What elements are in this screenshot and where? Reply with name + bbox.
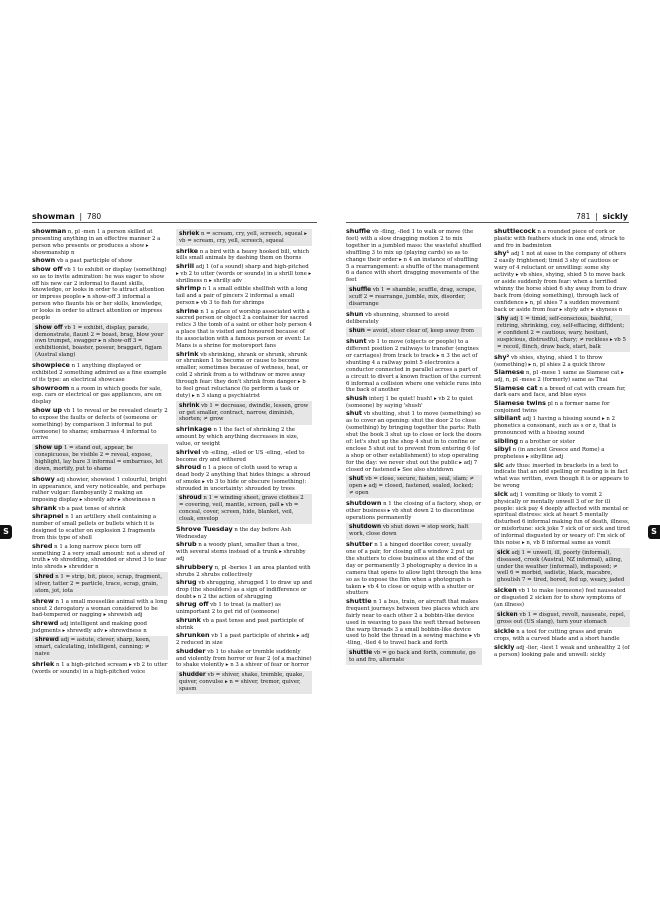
dictionary-entry <box>494 354 630 369</box>
definition-text: vb shutting, shut 1 to move (something) so as to cover an opening: shut the door 2 to close (something) by bringing together the parts: Ruth shut the book 3 shut up to close or lock the doors of: let's shut up the shop 4 shut in to confine or enclose 5 shut out to prevent from entering 6 (of a shop or other establishment) to stop operating for the day: we never shut out the public ▸ adj 7 closed or fastened ▸ See also shutdown <box>346 411 482 473</box>
headword: sic <box>494 460 504 469</box>
headword: sicken <box>497 611 518 618</box>
thumb-tab-right: S <box>648 525 660 539</box>
headword: sickle <box>494 627 515 636</box>
headword: show up <box>35 445 63 452</box>
definition-text: n, pl -beries 1 an area planted with shrubs 2 shrubs collectively <box>176 564 311 578</box>
definition-text: n a tool for cutting grass and grain crops, with a curved blade and a short handle <box>494 629 620 643</box>
definition-text: adv thus: inserted in brackets in a text to indicate that an odd spelling or reading is in fact what was written, even though it is or appears to be wrong <box>494 462 629 490</box>
definition-text: vb 1 = exhibit, display, parade, demonstrate, flaunt 2 = boast, brag, blow your own trumpet, swagger ▸ n show-off 3 = exhibitionist, boaster, poseur, braggart, figjam (Austral slang) <box>35 324 164 359</box>
definition-text: pl n a former name for conjoined twins <box>494 400 610 414</box>
definition-text: adj -lier, -liest 1 weak and unhealthy 2 (of a person) looking pale and unwell: sickly <box>494 644 630 658</box>
thesaurus-box <box>176 401 312 425</box>
definition-text: adj = astute, clever, sharp, keen, smart, calculating, intelligent, cunning; ≠ naive <box>35 637 151 658</box>
headword: sick <box>497 549 510 556</box>
left-guide-word: showman <box>32 212 75 221</box>
dictionary-entry <box>176 632 312 647</box>
headword: shun <box>349 328 365 335</box>
headword: shunt <box>346 337 367 346</box>
definition-text: vb 1 to treat (a matter) as unimportant 2 to get rid of (someone) <box>176 602 281 616</box>
definition-text: adj showier, showiest 1 colourful, bright in appearance, and very noticeable, and perhaps rather vulgar: flamboyantly 2 making an imposing display ▸ showily adv ▸ showiness n <box>32 476 167 504</box>
definition-text: adj intelligent and making good judgments ▸ shrewdly adv ▸ shrewdness n <box>32 620 148 634</box>
headword: shred <box>32 541 53 550</box>
dictionary-entry <box>176 617 312 632</box>
headword: shuttle <box>349 649 373 656</box>
thesaurus-box <box>346 648 482 665</box>
headword: showpiece <box>32 361 70 370</box>
headword: shudder <box>176 646 206 655</box>
headword: shrewd <box>32 618 59 627</box>
headword: shrubbery <box>176 562 213 571</box>
headword: shrinkage <box>176 425 212 434</box>
headword: shrank <box>32 503 57 512</box>
headword: shrug <box>176 578 197 587</box>
definition-text: n a woody plant, smaller than a tree, with several stems instead of a trunk ▸ shrubby adj <box>176 542 306 563</box>
headword: shuttle <box>346 596 372 605</box>
definition-text: n 1 an artillery shell containing a number of small pellets or bullets which it is designed to scatter on explosion 2 fragments from this type of shell <box>32 514 157 542</box>
definition-text: vb 1 a past participle of shrink ▸ adj 2 reduced in size <box>176 633 310 647</box>
headword: sick <box>494 489 509 498</box>
dictionary-entry <box>32 266 168 322</box>
headword: shrimp <box>176 284 201 293</box>
headword: shutter <box>346 540 373 549</box>
definition-text: vb a past tense of shrink <box>58 505 126 512</box>
dictionary-entry <box>346 598 482 647</box>
dictionary-entry <box>176 426 312 448</box>
left-page-header: showman | 780 <box>32 212 102 221</box>
definition-text: n the day before Ash Wednesday <box>176 526 291 540</box>
dictionary-entry <box>176 526 312 541</box>
definition-text: adj 1 not at ease in the company of others 2 easily frightened; timid 3 shy of cautious or wary of 4 reluctant or unwilling: some shy activity ▸ vb shies, shying, shied 5 to move back or aside suddenly from fear: when a terrified whinny the horse shied 6 shy away from to draw back from (doing something), through lack of confidence ▸ n, pl shies 7 a sudden movement back or aside from fear ▸ shyly adv ▸ shyness n <box>494 251 627 313</box>
dictionary-entry <box>494 446 630 461</box>
headword: shut <box>349 476 364 483</box>
dictionary-entry <box>346 311 482 326</box>
headword: shut <box>346 409 362 418</box>
right-column-2 <box>494 228 630 659</box>
dictionary-entry <box>32 476 168 505</box>
headword: shrew <box>32 596 54 605</box>
headword: shrub <box>176 540 197 549</box>
thesaurus-box <box>32 636 168 660</box>
left-page-number: 780 <box>86 212 102 221</box>
definition-text: interj 1 be quiet! hush! ▸ vb 2 to quiet (someone) by saying 'shush' <box>346 395 473 409</box>
dictionary-entry <box>32 598 168 620</box>
headword: shrivel <box>176 447 201 456</box>
dictionary-entry <box>32 543 168 572</box>
definition-text: n a rounded piece of cork or plastic with feathers stuck in one end, struck to and fro in badminton <box>494 229 625 249</box>
definition-text: vb a past participle of show <box>56 258 133 265</box>
definition-text: n (in ancient Greece and Rome) a prophetess ▸ sibylline adj <box>494 447 605 461</box>
headword: shutdown <box>346 498 382 507</box>
dictionary-entry <box>494 462 630 491</box>
definition-text: n 1 = strip, bit, piece, scrap, fragment, sliver, tatter 2 = particle, trace, scrap, grain, atom, jot, iota <box>35 573 163 594</box>
right-page-header: 781 | sickly <box>576 212 628 221</box>
headword: show up <box>32 405 62 414</box>
headword: Siamese cat <box>494 383 538 392</box>
definition-text: vb 1 to make (someone) feel nauseated or disgusted 2 sicken for to show symptoms of (an illness) <box>494 588 626 609</box>
dictionary-entry <box>176 579 312 601</box>
headword: sibilant <box>494 414 521 423</box>
definition-text: adj 1 = timid, self-conscious, bashful, retiring, shrinking, coy, self-effacing, diffident; ≠ confident 2 = cautious, wary, hesitant, suspicious, distrustful, chary; ≠ reckless ▸ vb 5 = recoil, flinch, draw back, start, balk <box>497 316 626 350</box>
definition-text: n 1 a small edible shellfish with a long tail and a pair of pincers 2 informal a small person ▸ vb 3 to fish for shrimps <box>176 286 308 307</box>
definition-text: n 1 a small mouselike animal with a long snout 2 derogatory a woman considered to be bad-tempered or nagging ▸ shrewish adj <box>32 598 168 619</box>
headword: shuffle <box>349 286 372 293</box>
headword: shriek <box>32 660 55 669</box>
headword: shy <box>497 316 509 323</box>
left-column-2 <box>176 228 312 696</box>
headword: sickly <box>494 642 515 651</box>
dictionary-entry <box>32 385 168 407</box>
dictionary-entry <box>32 661 168 676</box>
definition-text: n a bird with a heavy hooked bill, which kills small animals by dashing them on thorns <box>176 248 310 262</box>
right-header-rule <box>346 222 629 223</box>
definition-text: n a breed of cat with cream fur, dark ears and face, and blue eyes <box>494 385 626 399</box>
headword: shrug off <box>176 600 209 609</box>
thesaurus-box <box>346 475 482 499</box>
definition-text: n 1 a hinged doorlike cover, usually one of a pair, for closing off a window 2 put up the shutters to close business at the end of the day or permanently 3 photography a device in a camera that opens to allow light through the lens so as to expose the film when a photograph is taken ▸ vb 4 to close or equip with a shutter or shutters <box>346 542 482 597</box>
dictionary-entry <box>494 491 630 547</box>
dictionary-entry <box>494 628 630 643</box>
definition-text: n a room in which goods for sale, esp. cars or electrical or gas appliances, are on display <box>32 385 162 406</box>
definition-text: vb 1 = shamble, scuffle, drag, scrape, scuff 2 = rearrange, jumble, mix, disorder, disarrange <box>349 286 477 307</box>
dictionary-entry <box>32 620 168 635</box>
dictionary-entry <box>176 263 312 285</box>
dictionary-entry <box>176 248 312 263</box>
headword: shutdown <box>349 524 382 531</box>
definition-text: adj 1 having a hissing sound ▸ n 2 phonetics a consonant, such as s or z, that is pronounced with a hissing sound <box>494 416 617 437</box>
definition-text: vb a past tense and past participle of shrink <box>176 617 304 631</box>
definition-text: = avoid, steer clear of, keep away from <box>366 328 474 335</box>
headword: shuffle <box>346 227 371 235</box>
headword: shun <box>346 309 364 318</box>
headword: sicken <box>494 586 517 595</box>
definition-text: n 1 a place of worship associated with a sacred person or object 2 a container for sacred relics 3 the tomb of a saint or other holy person 4 a place that is visited and honoured because of its association with a famous person or event: Le Mans is a shrine for motorsport fans <box>176 308 312 350</box>
page-gutter <box>330 200 331 700</box>
definition-text: n = scream, cry, yell, screech, squeal ▸ vb = scream, cry, yell, screech, squeal <box>179 230 308 244</box>
dictionary-entry <box>176 564 312 579</box>
dictionary-entry <box>494 438 630 446</box>
definition-text: vb = close, secure, fasten, seal, slam; ≠ open ▸ adj = closed, fastened, sealed, locked; ≠ open <box>349 476 475 496</box>
headword: shrewd <box>35 637 59 644</box>
dictionary-entry <box>346 228 482 284</box>
definition-text: n 1 a bus, train, or aircraft that makes frequent journeys between two places which are fairly near to each other 2 a bobbin-like device used in weaving to pass the weft thread between the warp threads 3 a small bobbin-like device used to hold the thread in a sewing machine ▸ vb -tling, -tled 4 to travel back and forth <box>346 598 481 647</box>
definition-text: n 1 a piece of cloth used to wrap a dead body 2 anything that hides things: a shroud of smoke ▸ vb 3 to hide or obscure (something): shrouded in uncertainty: shrouded by trees <box>176 465 311 492</box>
definition-text: n 1 anything displayed or exhibited 2 something admired as a fine example of its type: an electrical showcase <box>32 363 167 383</box>
headword: Siamese <box>494 368 525 377</box>
dictionary-entry <box>494 250 630 313</box>
headword: shrink <box>179 402 200 409</box>
definition-text: vb -elling, -elled or US -eling, -eled to become dry and withered <box>176 449 305 463</box>
headword: show off <box>32 264 63 273</box>
headword: shroud <box>179 495 202 502</box>
dictionary-entry <box>32 362 168 384</box>
right-page-number: 781 <box>576 212 591 221</box>
definition-text: n, pl -mese 1 same as Siamese cat ▸ adj, n, pl -mese 2 (formerly) same as Thai <box>494 370 624 383</box>
definition-text: n 1 a high-pitched scream ▸ vb 2 to utter (words or sounds) in a high-pitched voice <box>32 662 168 676</box>
definition-text: n 1 = winding sheet, grave clothes 2 = covering, veil, mantle, screen, pall ▸ vb = conceal, cover, screen, hide, blanket, veil, cloak, envelop <box>179 495 304 523</box>
thesaurus-box <box>176 671 312 695</box>
headword: shy² <box>494 352 510 361</box>
dictionary-entry <box>176 464 312 493</box>
thesaurus-box <box>32 572 168 596</box>
definition-text: vb 1 = disgust, revolt, nauseate, repel, gross out (US slang), turn your stomach <box>497 611 626 625</box>
thesaurus-box <box>346 285 482 309</box>
headword: shriek <box>179 230 200 237</box>
headword: shrink <box>176 349 199 358</box>
headword: shuttlecock <box>494 227 536 235</box>
dictionary-entry <box>494 228 630 250</box>
headword: showy <box>32 474 55 483</box>
headword: shrine <box>176 306 199 315</box>
definition-text: vb = shiver, shake, tremble, quake, quiver, convulse ▸ n = shiver, tremor, quiver, spasm <box>179 672 305 692</box>
headword: shush <box>346 393 368 402</box>
definition-text: n, pl -men 1 a person skilled at presenting anything in an effective manner 2 a person who presents or produces a show ▸ showmanship n <box>32 229 161 256</box>
thesaurus-box <box>494 548 630 586</box>
headword: showroom <box>32 383 70 392</box>
definition-text: vb 1 to shake or tremble suddenly and violently from horror or fear 2 (of a machine) to shake violently ▸ n 3 a shiver of fear or horror <box>176 648 312 669</box>
thesaurus-box <box>32 323 168 361</box>
thesaurus-box <box>494 315 630 353</box>
definition-text: vb 1 to reveal or be revealed clearly 2 to expose the faults or defects of (someone or something) by comparison 3 informal to put (someone) to shame; embarrass 4 informal to arrive <box>32 407 168 442</box>
definition-text: n 1 a long narrow piece torn off something 2 a very small amount: not a shred of truth ▸ vb shredding, shredded or shred 3 to tear into shreds ▸ shredder n <box>32 543 167 571</box>
definition-text: vb 1 to exhibit or display (something) so as to invite admiration: he was eager to show off his new car 2 informal to flaunt skills, knowledge, or looks in order to attract attention or impress people ▸ n show-off 3 informal a person who flaunts his or her skills, knowledge, or looks in order to attract attention or impress people <box>32 266 167 322</box>
definition-text: vb shies, shying, shied 1 to throw (something) ▸ n, pl shies 2 a quick throw <box>494 354 606 368</box>
headword: shred <box>35 573 54 580</box>
definition-text: vb shut down = stop work, halt work, close down <box>349 524 469 538</box>
dictionary-entry <box>494 385 630 400</box>
headword: show off <box>35 324 63 331</box>
headword: sibling <box>494 436 519 445</box>
thesaurus-box <box>176 494 312 525</box>
dictionary-entry <box>176 541 312 563</box>
headword: shudder <box>179 672 206 679</box>
dictionary-entry <box>32 513 168 542</box>
headword: showman <box>32 227 67 235</box>
dictionary-entry <box>176 449 312 464</box>
dictionary-entry <box>346 541 482 597</box>
right-column-1 <box>346 228 482 667</box>
thesaurus-box <box>32 444 168 475</box>
headword: shrunken <box>176 631 210 640</box>
headword: Siamese twins <box>494 398 546 407</box>
definition-text: vb -fling, -fled 1 to walk or move (the feet) with a slow dragging motion 2 to mix together in a jumbled mass: the wasteful shuffled shuffling 3 to mix up (playing cards) so as to change their order ▸ n 4 an instance of shuffling 5 a rearrangement: a shuffle of the management 6 a dance with short dragging movements of the feet <box>346 229 482 284</box>
dictionary-entry <box>176 601 312 616</box>
headword: sibyl <box>494 445 511 454</box>
dictionary-entry <box>494 369 630 384</box>
headword: shrike <box>176 246 199 255</box>
dictionary-entry <box>176 351 312 400</box>
definition-text: n 1 the closing of a factory, shop, or other business ▸ vb shut down 2 to discontinue operations permanently <box>346 500 482 521</box>
definition-text: adj 1 = unwell, ill, poorly (informal), diseased, crook (Austral, NZ informal), ailing, under the weather (informal), indisposed; ≠ well 6 = morbid, sadistic, black, macabre, ghoulish 7 = tired, bored, fed up, weary, jaded <box>497 549 625 584</box>
dictionary-entry <box>32 407 168 443</box>
dictionary-entry <box>176 285 312 307</box>
headword: shy¹ <box>494 249 510 258</box>
dictionary-entry <box>494 587 630 609</box>
headword: shroud <box>176 463 202 472</box>
headword: shrapnel <box>32 512 64 521</box>
definition-text: adj 1 (of a sound) sharp and high-pitched ▸ vb 2 to utter (words or sounds) in a shrill tone ▸ shrillness n ▸ shrilly adv <box>176 263 312 284</box>
dictionary-entry <box>494 415 630 437</box>
dictionary-entry <box>494 400 630 415</box>
definition-text: n 1 the fact of shrinking 2 the amount by which anything decreases in size, value, or weight <box>176 427 299 448</box>
definition-text: vb 1 to move (objects or people) to a different position 2 railways to transfer (engines or carriages) from track to track ▸ n 3 the act of shunting 4 a railway point 5 electronics a conductor connected in parallel across a part of a circuit to divert a known fraction of the current 6 informal a collision where one vehicle runs into the back of another <box>346 339 482 394</box>
definition-text: vb 1 = decrease, dwindle, lessen, grow or get smaller, contract, narrow, diminish, shorten; ≠ grow <box>179 402 309 423</box>
definition-text: vb = go back and forth, commute, go to and fro, alternate <box>349 649 476 663</box>
thesaurus-box <box>494 610 630 627</box>
headword: shrunk <box>176 615 201 624</box>
dictionary-entry <box>346 410 482 473</box>
definition-text: adj 1 vomiting or likely to vomit 2 physically or mentally unwell 3 of or for ill people: sick pay 4 deeply affected with mental or spiritual distress: sick at heart 5 mentally disturbed 6 informal making fun of death, illness, or misfortune: sick joke 7 sick of or sick and tired of informal disgusted by or weary of: I'm sick of this noise ▸ n, vb 8 informal same as vomit <box>494 491 630 547</box>
dictionary-entry <box>32 228 168 257</box>
headword: Shrove Tuesday <box>176 524 233 533</box>
thumb-tab-left: S <box>0 525 12 539</box>
dictionary-entry <box>346 338 482 394</box>
left-header-rule <box>32 222 317 223</box>
headword: shown <box>32 256 56 265</box>
right-guide-word: sickly <box>602 212 628 221</box>
definition-text: n a brother or sister <box>519 438 576 445</box>
definition-text: 1 = stand out, appear, be conspicuous, be visible 2 = reveal, expose, highlight, lay bare 3 informal = embarrass, let down, mortify, put to shame <box>35 445 163 472</box>
headword: shrill <box>176 261 195 270</box>
dictionary-entry <box>494 644 630 659</box>
left-column-1 <box>32 228 168 677</box>
thesaurus-box <box>346 523 482 540</box>
dictionary-entry <box>346 395 482 410</box>
thesaurus-box <box>176 229 312 246</box>
dictionary-entry <box>176 648 312 670</box>
thesaurus-box <box>346 327 482 337</box>
definition-text: vb shunning, shunned to avoid deliberately <box>346 311 449 325</box>
definition-text: vb shrinking, shrank or shrunk, shrunk or shrunken 1 to become or cause to become smaller, sometimes because of wetness, heat, or cold 2 shrink from a to withdraw or move away through fear: they don't shrink from danger ▸ b to feel great reluctance (to perform a task or duty) ▸ n 3 slang a psychiatrist <box>176 351 308 399</box>
definition-text: vb shrugging, shrugged 1 to draw up and drop (the shoulders) as a sign of indifference or doubt ▸ n 2 the action of shrugging <box>176 580 312 600</box>
dictionary-entry <box>176 308 312 350</box>
dictionary-entry <box>346 500 482 522</box>
